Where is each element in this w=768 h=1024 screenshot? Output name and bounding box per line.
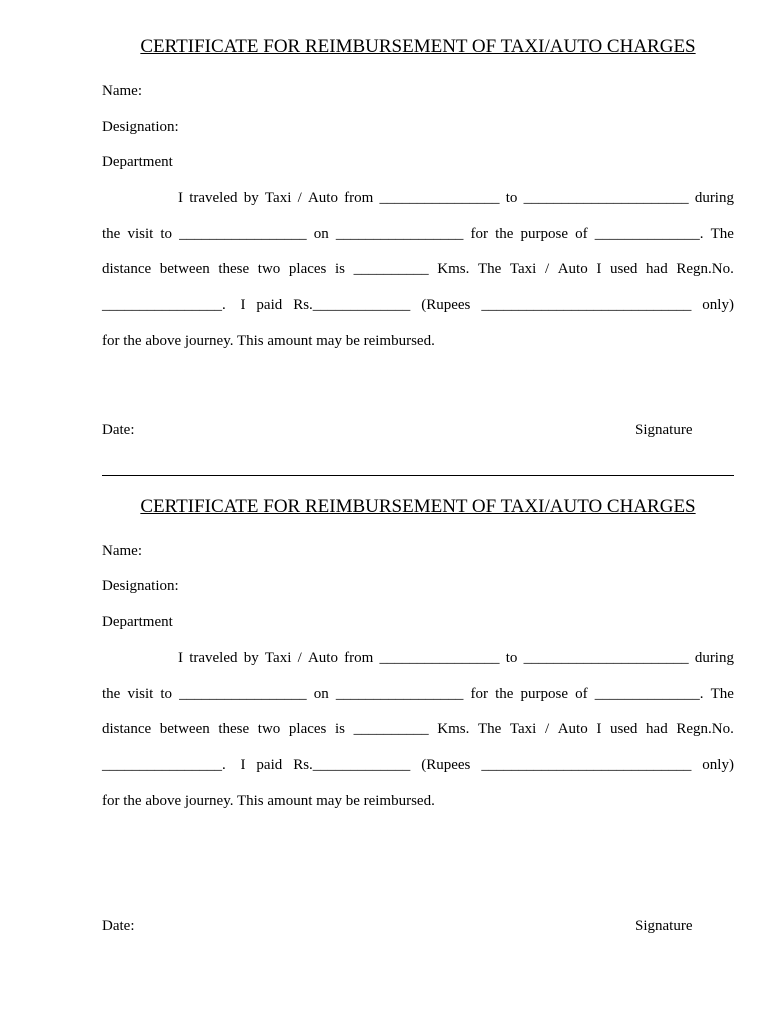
body-word: had (646, 721, 668, 737)
body-word: for (470, 226, 488, 242)
section-divider (102, 475, 734, 476)
certificate-title: CERTIFICATE FOR REIMBURSEMENT OF TAXI/AUTO CHARGES (140, 36, 696, 57)
body-word: visit (127, 226, 154, 242)
body-word: these (218, 721, 250, 737)
signature-label: Signature (635, 422, 693, 438)
certificate-title: CERTIFICATE FOR REIMBURSEMENT OF TAXI/AUTO CHARGES (140, 496, 696, 517)
body-word: Auto (307, 650, 338, 666)
body-word: purpose (520, 226, 569, 242)
body-word: is (335, 721, 346, 737)
body-word: from (344, 650, 374, 666)
body-word: only) (702, 757, 734, 773)
body-word: Rs._____________ (293, 757, 411, 773)
body-word: Regn.No. (676, 261, 734, 277)
body-word: to (505, 190, 518, 206)
body-word: Auto (557, 721, 588, 737)
body-word: paid (256, 757, 283, 773)
body-line-2 (102, 685, 734, 703)
body-word: __________ (353, 721, 429, 737)
body-word: to (160, 226, 173, 242)
body-word: The (477, 261, 502, 277)
body-word: Rs._____________ (293, 297, 411, 313)
body-word: is (335, 261, 346, 277)
body-word: ______________________ (523, 650, 689, 666)
body-word: from (344, 190, 374, 206)
body-word: the (495, 686, 514, 702)
body-word: by (243, 650, 259, 666)
body-line-1 (178, 189, 734, 207)
body-word: Auto (307, 190, 338, 206)
body-word: ____________________________ (481, 757, 692, 773)
body-word: the (102, 686, 121, 702)
body-line-4 (102, 756, 734, 774)
body-word: traveled (189, 650, 238, 666)
body-word: places (288, 261, 327, 277)
body-word: purpose (520, 686, 569, 702)
body-word: only) (702, 297, 734, 313)
body-word: _________________ (335, 226, 464, 242)
body-word: ____________________________ (481, 297, 692, 313)
body-word: places (288, 721, 327, 737)
body-word: used (609, 261, 638, 277)
body-word: paid (256, 297, 283, 313)
body-word: during (694, 650, 734, 666)
body-word: on (313, 686, 329, 702)
body-word: for (470, 686, 488, 702)
body-word: Kms. (437, 261, 470, 277)
body-word: The (710, 686, 734, 702)
body-word: two (257, 261, 281, 277)
name-label: Name: (102, 83, 142, 99)
body-word: / (544, 721, 550, 737)
body-word: ________________. (102, 297, 230, 313)
body-word: two (257, 721, 281, 737)
body-line-2 (102, 225, 734, 243)
body-word: Taxi (264, 190, 292, 206)
body-word: these (218, 261, 250, 277)
body-word: _________________ (335, 686, 464, 702)
body-word: The (710, 226, 734, 242)
body-word: _________________ (179, 686, 307, 702)
body-line-3 (102, 260, 734, 278)
designation-label: Designation: (102, 578, 179, 594)
body-word: The (477, 721, 502, 737)
body-line-4 (102, 296, 734, 314)
body-word: __________ (353, 261, 429, 277)
body-word: Kms. (437, 721, 470, 737)
body-word: (Rupees (421, 297, 471, 313)
body-word: I (596, 721, 602, 737)
body-word: I (240, 297, 246, 313)
body-word: of (575, 226, 588, 242)
body-word: to (505, 650, 518, 666)
body-word: distance (102, 261, 152, 277)
body-word: the (102, 226, 121, 242)
body-word: between (159, 721, 210, 737)
body-word: by (243, 190, 259, 206)
body-word: / (544, 261, 550, 277)
body-word: I (596, 261, 602, 277)
body-word: ______________. (594, 226, 704, 242)
body-word: I (178, 650, 183, 666)
body-word: visit (127, 686, 154, 702)
body-word: (Rupees (421, 757, 471, 773)
body-word: _________________ (179, 226, 307, 242)
name-label: Name: (102, 543, 142, 559)
body-word: ________________ (379, 650, 500, 666)
department-label: Department (102, 154, 173, 170)
body-word: traveled (189, 190, 238, 206)
body-word: Taxi (264, 650, 292, 666)
body-word: on (313, 226, 329, 242)
signature-label: Signature (635, 918, 693, 934)
body-line-3 (102, 720, 734, 738)
body-word: Taxi (509, 261, 537, 277)
body-word: ______________________ (523, 190, 689, 206)
date-label: Date: (102, 918, 135, 934)
body-word: / (297, 650, 302, 666)
body-word: the (495, 226, 514, 242)
body-word: distance (102, 721, 152, 737)
department-label: Department (102, 614, 173, 630)
body-word: ________________. (102, 757, 230, 773)
body-word: of (575, 686, 588, 702)
body-word: Auto (557, 261, 588, 277)
body-word: had (646, 261, 668, 277)
closing-line: for the above journey. This amount may be reimbursed. (102, 793, 435, 809)
body-word: between (159, 261, 210, 277)
body-word: ________________ (379, 190, 500, 206)
body-word: Taxi (509, 721, 537, 737)
body-line-1 (178, 649, 734, 667)
body-word: during (694, 190, 734, 206)
date-label: Date: (102, 422, 135, 438)
body-word: used (609, 721, 638, 737)
body-word: ______________. (594, 686, 704, 702)
body-word: I (178, 190, 183, 206)
designation-label: Designation: (102, 119, 179, 135)
body-word: / (297, 190, 302, 206)
body-word: Regn.No. (676, 721, 734, 737)
body-word: I (240, 757, 246, 773)
body-word: to (160, 686, 173, 702)
closing-line: for the above journey. This amount may be reimbursed. (102, 333, 435, 349)
